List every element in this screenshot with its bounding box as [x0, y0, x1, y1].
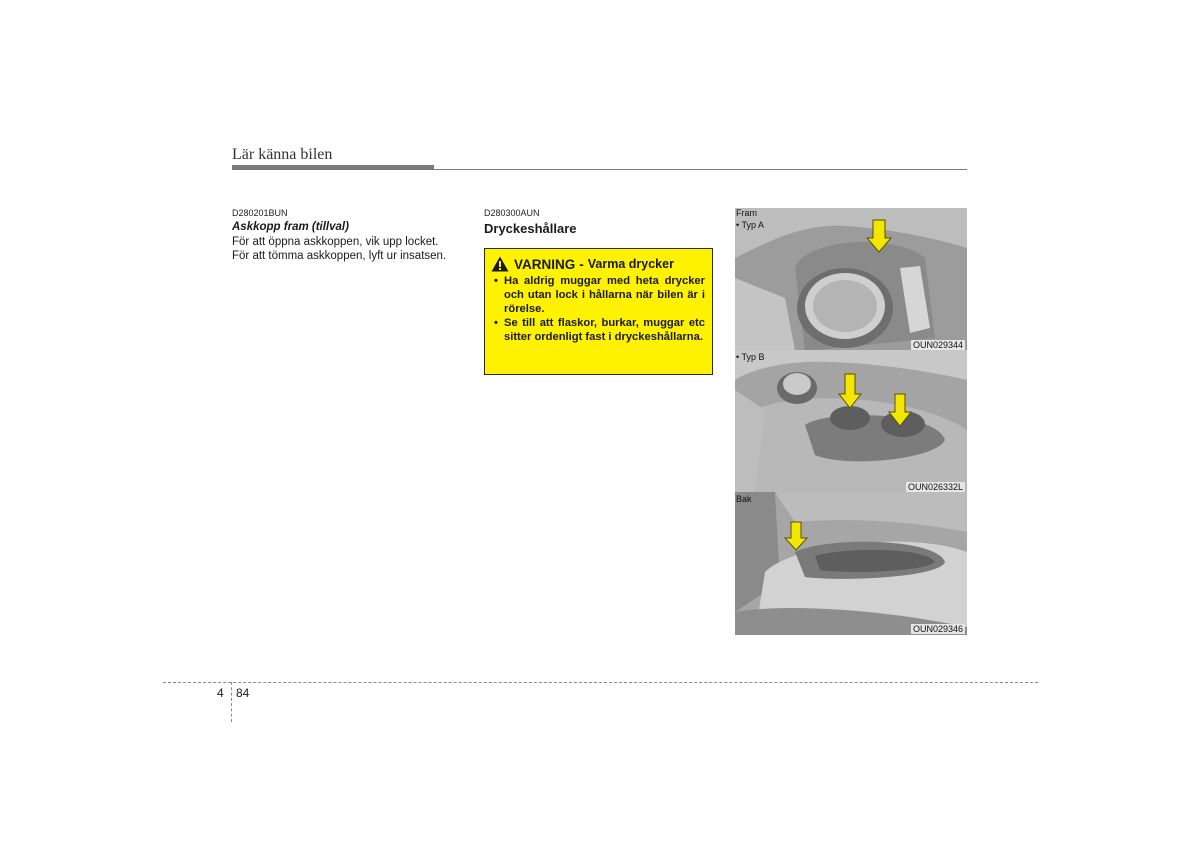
rear-cupholder-illustration: [735, 492, 967, 635]
ashtray-subtitle: Askkopp fram (tillval): [232, 221, 349, 233]
cupholder-title: Dryckeshållare: [484, 221, 577, 236]
figure-front-type-a: [735, 208, 967, 351]
warning-item: [491, 274, 705, 316]
warning-subtitle: Varma drycker: [587, 257, 674, 271]
ashtray-paragraph-open: För att öppna askkoppen, vik upp locket.: [232, 236, 439, 248]
figure-label-type-b: • Typ B: [736, 352, 765, 362]
warning-header: [491, 256, 705, 272]
ashtray-paragraph-empty: För att tömma askkoppen, lyft ur insatsen.: [232, 250, 447, 262]
chapter-number: 4: [217, 686, 224, 700]
figure-label-front: Fram: [736, 208, 757, 218]
page-number: 84: [236, 686, 250, 700]
figure-rear: [735, 492, 967, 635]
bullet-icon: •: [494, 317, 498, 329]
cupholder-code: D280300AUN: [484, 208, 540, 218]
figure-label-rear: Bak: [736, 494, 752, 504]
figure-code: OUN026332L: [907, 482, 963, 492]
page-header-title: Lär känna bilen: [232, 146, 333, 163]
cupholder-type-b-illustration: [735, 350, 967, 493]
footer-rule: [163, 682, 1038, 683]
bullet-icon: •: [494, 275, 498, 287]
figure-code: OUN029344: [912, 340, 963, 350]
header-rule: [434, 169, 967, 170]
ashtray-section: [232, 208, 464, 263]
warning-triangle-icon: [491, 256, 509, 272]
figure-front-type-b: [735, 350, 967, 493]
warning-item-text: Ha aldrig muggar med heta drycker och utan lock i hållarna när bilen är i rörelse.: [504, 275, 705, 315]
figure-code: OUN029346: [912, 624, 963, 634]
warning-dash: -: [579, 256, 584, 272]
header-accent-bar: [232, 165, 434, 170]
cupholder-type-a-illustration: [735, 208, 967, 351]
footer-divider: [231, 682, 232, 722]
warning-item: [491, 316, 705, 344]
warning-box: [484, 248, 713, 375]
cupholder-section: [484, 208, 716, 236]
warning-list: [491, 274, 705, 344]
warning-word: VARNING: [514, 256, 576, 272]
figure-label-type-a: • Typ A: [736, 220, 765, 230]
warning-item-text: Se till att flaskor, burkar, muggar etc sitter ordenligt fast i dryckeshållarna.: [504, 317, 705, 343]
ashtray-code: D280201BUN: [232, 208, 288, 218]
